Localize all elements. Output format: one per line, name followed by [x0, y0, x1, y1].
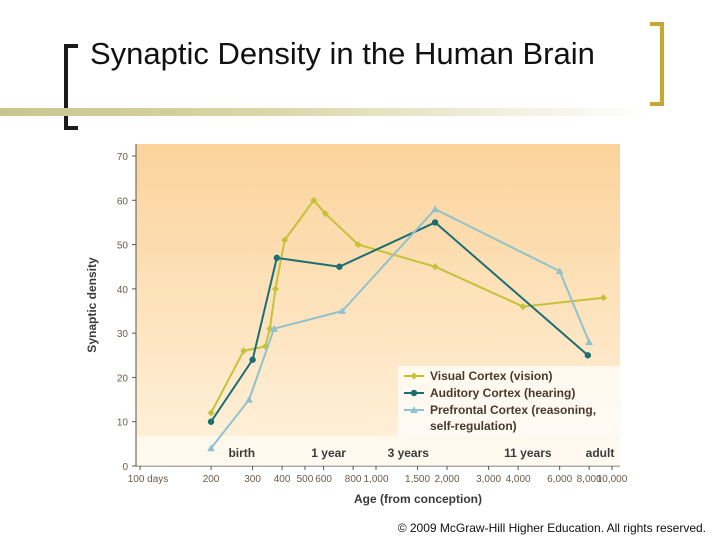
y-axis-label: Synaptic density	[85, 257, 99, 353]
chart-legend	[398, 366, 620, 436]
y-tick-label: 10	[116, 417, 128, 429]
x-tick-label: 400	[273, 474, 291, 485]
auditory-legend-label: Auditory Cortex (hearing)	[430, 386, 576, 400]
synaptic-density-chart	[80, 138, 640, 518]
x-tick-label: 1,500	[405, 474, 431, 485]
age-milestone-label: 3 years	[387, 446, 429, 460]
x-tick-group	[128, 466, 628, 485]
copyright-notice: © 2009 McGraw-Hill Higher Education. All rights reserved.	[397, 521, 706, 535]
age-milestone-label: birth	[228, 446, 256, 460]
auditory-point	[336, 264, 342, 270]
x-tick-label: 1,000	[363, 474, 389, 485]
visual-legend-label: Visual Cortex (vision)	[430, 369, 553, 383]
auditory-point	[432, 219, 438, 225]
x-tick-label: 10,000	[596, 474, 628, 485]
x-tick-label: 200	[202, 474, 220, 485]
y-tick-label: 50	[116, 240, 128, 252]
auditory-point	[249, 357, 255, 363]
x-tick-label: 500	[296, 474, 314, 485]
title-underline-bar	[0, 108, 650, 116]
x-tick-label: 4,000	[505, 474, 531, 485]
y-tick-label: 0	[122, 462, 128, 473]
x-axis-label: Age (from conception)	[354, 492, 482, 506]
auditory-point	[585, 352, 591, 358]
y-tick-label: 60	[116, 196, 128, 208]
x-tick-label: 100 days	[127, 474, 169, 485]
x-tick-label: 300	[244, 474, 261, 485]
age-milestone-label: adult	[585, 446, 615, 460]
x-tick-label: 2,000	[434, 474, 460, 485]
left-bracket-decoration	[64, 44, 78, 130]
x-tick-label: 6,000	[547, 474, 573, 485]
y-tick-group	[117, 152, 136, 473]
x-tick-label: 800	[344, 474, 362, 485]
x-tick-label: 8,000	[576, 474, 602, 485]
x-tick-label: 600	[315, 474, 332, 485]
age-milestone-label: 1 year	[311, 446, 346, 460]
right-bracket-decoration	[650, 22, 664, 106]
y-tick-label: 20	[116, 373, 128, 385]
auditory-point	[274, 255, 280, 261]
y-tick-label: 30	[116, 329, 128, 341]
slide-title: Synaptic Density in the Human Brain	[90, 36, 595, 71]
age-milestone-label: 11 years	[504, 446, 552, 460]
y-tick-label: 40	[116, 284, 128, 296]
y-tick-label: 70	[116, 152, 128, 163]
prefrontal-legend-label: Prefrontal Cortex (reasoning,	[430, 403, 597, 417]
prefrontal-legend-label: self-regulation)	[430, 419, 517, 433]
x-tick-label: 3,000	[476, 474, 502, 485]
auditory-point	[208, 419, 214, 425]
auditory-legend-marker	[411, 390, 417, 396]
